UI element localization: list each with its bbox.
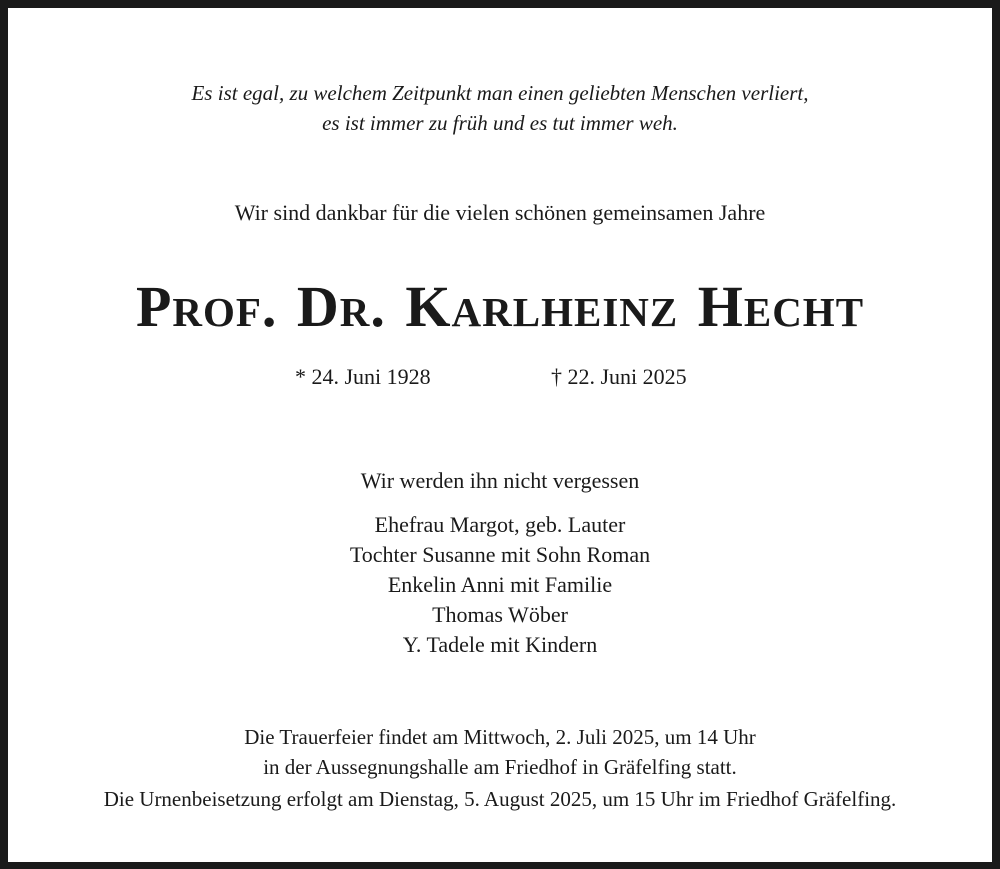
deceased-name: Prof. Dr. Karlheinz Hecht [135,274,865,339]
mourner-daughter: Tochter Susanne mit Sohn Roman [349,542,651,567]
thanks-line: Wir sind dankbar für die vielen schönen gemeinsamen Jahre [234,200,766,225]
mourners-list [0,510,1000,660]
mourner-granddaughter: Enkelin Anni mit Familie [387,572,613,597]
remember-line: Wir werden ihn nicht vergessen [360,468,640,493]
mourner-thomas: Thomas Wöber [432,602,568,627]
mourner-tadele: Y. Tadele mit Kindern [402,632,598,657]
motto-line-2: es ist immer zu früh und es tut immer weh. [322,111,678,135]
urn-burial-line: Die Urnenbeisetzung erfolgt am Dienstag, 5. August 2025, um 15 Uhr im Friedhof Gräfelfing. [103,787,897,811]
mourner-wife: Ehefrau Margot, geb. Lauter [374,512,626,537]
death-date: † 22. Juni 2025 [551,364,687,389]
birth-date: * 24. Juni 1928 [295,364,431,389]
motto-line-1: Es ist egal, zu welchem Zeitpunkt man einen geliebten Menschen verliert, [191,81,809,105]
funeral-service-line-1: Die Trauerfeier findet am Mittwoch, 2. Juli 2025, um 14 Uhr [244,725,756,749]
funeral-service-line-2: in der Aussegnungshalle am Friedhof in Gräfelfing statt. [263,755,737,779]
